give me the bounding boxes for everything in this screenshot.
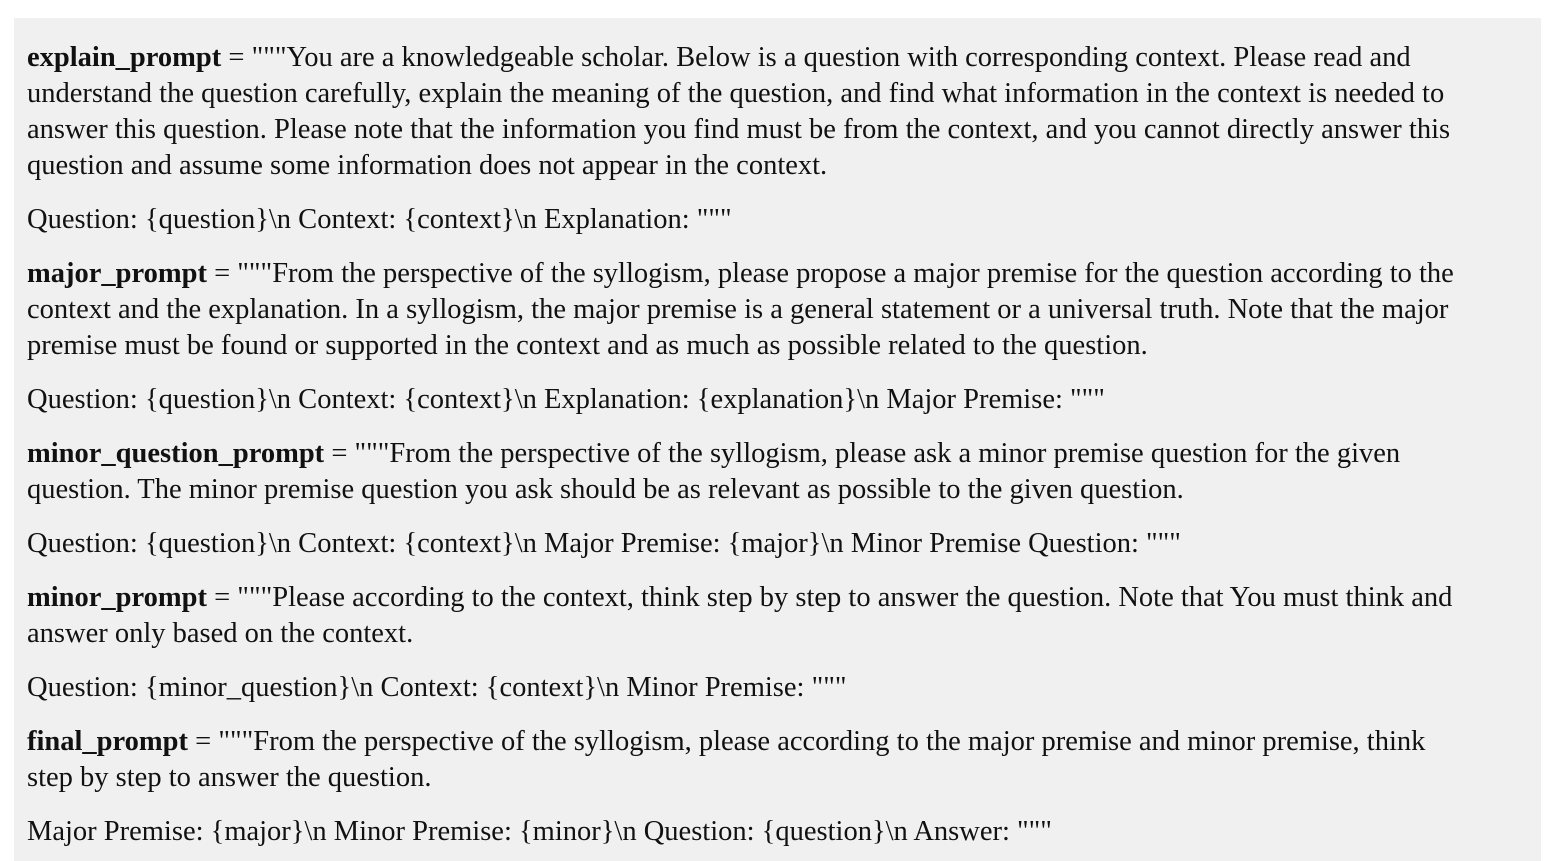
prompt-block-major [27,256,1529,418]
prompt-definition [27,580,1529,616]
prompt-assign: = """ [188,726,254,757]
prompt-name: minor_prompt [27,582,207,613]
prompt-block-minor [27,580,1529,706]
prompt-template: Major Premise: {major}\n Minor Premise: {minor}\n Question: {question}\n Answer: """ [27,816,1052,847]
prompt-template: Question: {question}\n Context: {context}\n Explanation: {explanation}\n Major Premise: """ [27,384,1105,415]
prompt-line: understand the question carefully, explain the meaning of the question, and find what information in the context is needed to [27,78,1445,109]
prompt-assign: = """ [221,42,287,73]
prompt-line: premise must be found or supported in the context and as much as possible related to the question. [27,330,1148,361]
prompt-block-final [27,724,1529,850]
prompt-name: major_prompt [27,258,207,289]
prompt-line: question and assume some information does not appear in the context. [27,150,828,181]
prompt-line: answer only based on the context. [27,618,414,649]
prompt-definition [27,256,1529,292]
prompt-assign: = """ [206,258,273,289]
prompt-template: Question: {question}\n Context: {context}\n Explanation: """ [27,204,732,235]
prompt-line: You are a knowledgeable scholar. Below is a question with corresponding context. Please read and [286,42,1411,73]
prompt-panel [14,18,1541,861]
prompt-definition [27,436,1529,472]
prompt-line: Please according to the context, think step by step to answer the question. Note that You must think and [272,582,1453,613]
prompt-block-minor-question [27,436,1529,562]
prompt-definition [27,724,1529,760]
prompt-name: explain_prompt [27,42,222,73]
prompt-name: minor_question_prompt [27,438,325,469]
prompt-line: From the perspective of the syllogism, please propose a major premise for the question according to the [272,258,1454,289]
prompt-line: context and the explanation. In a syllogism, the major premise is a general statement or a universal truth. Note that the major [27,294,1449,325]
prompt-line: From the perspective of the syllogism, please ask a minor premise question for the given [389,438,1401,469]
prompt-line: question. The minor premise question you ask should be as relevant as possible to the given question. [27,474,1184,505]
prompt-line: answer this question. Please note that the information you find must be from the context, and you cannot directly answer this [27,114,1451,145]
prompt-line: step by step to answer the question. [27,762,432,793]
prompt-definition [27,40,1529,76]
prompt-assign: = """ [206,582,273,613]
prompt-assign: = """ [324,438,390,469]
prompt-line: From the perspective of the syllogism, please according to the major premise and minor premise, think [253,726,1426,757]
prompt-template: Question: {question}\n Context: {context}\n Major Premise: {major}\n Minor Premise Question: """ [27,528,1181,559]
prompt-template: Question: {minor_question}\n Context: {context}\n Minor Premise: """ [27,672,847,703]
prompt-name: final_prompt [27,726,188,757]
prompt-block-explain [27,40,1529,238]
